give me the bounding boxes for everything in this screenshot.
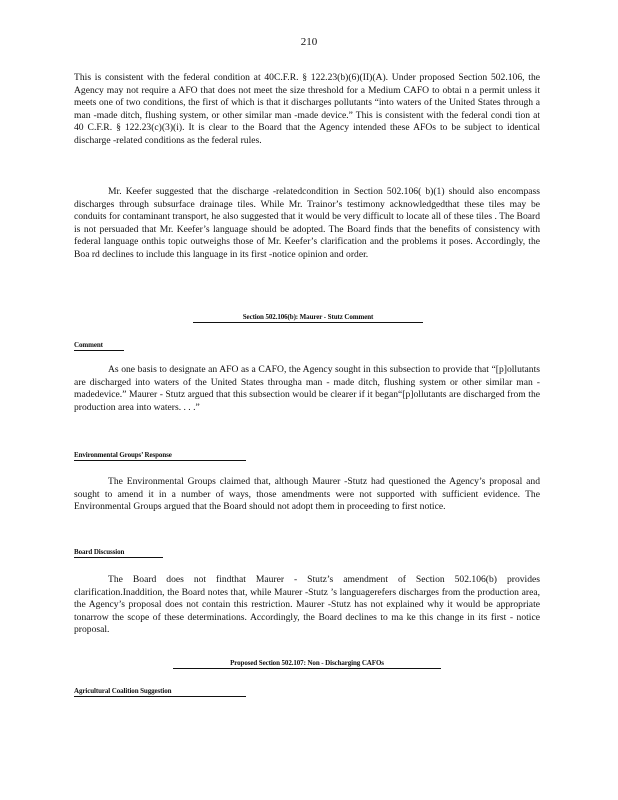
heading-underline bbox=[74, 460, 246, 461]
section-heading-502-107 bbox=[173, 659, 441, 669]
env-groups-heading bbox=[74, 451, 246, 461]
heading-underline bbox=[193, 322, 423, 323]
heading-underline bbox=[74, 696, 246, 697]
heading-underline bbox=[74, 350, 124, 351]
paragraph-federal-condition: This is consistent with the federal condition at 40C.F.R. § 122.23(b)(6)(II)(A). Under proposed Section 502.106, the Agency may not require a AFO that does not meet the size threshold for a Medium CAFO to obtai n a permit unless it meets one of two conditions, the first of which is that it discharges pollutants “into waters of the United States through a man -made ditch, flushing system, or other similar man -made device.” This is consistent with the federal condi tion at 40 C.F.R. § 122.23(c)(3)(i). It is clear to the Board that the Agency intended these AFOs to be subject to identical discharge -related conditions as the federal rules. bbox=[74, 72, 540, 146]
section-heading-502-106b bbox=[193, 313, 423, 323]
board-discussion-heading bbox=[74, 548, 163, 558]
env-groups-heading-label: Environmental Groups’ Response bbox=[74, 451, 172, 459]
paragraph-environmental-groups: The Environmental Groups claimed that, although Maurer -Stutz had questioned the Agency’s proposal and sought to amend it in a number of ways, those amendments were not supported with sufficient evidence. The Environmental Groups argued that the Board should not adopt them in proceeding to first notice. bbox=[74, 476, 540, 513]
ag-coalition-heading bbox=[74, 687, 246, 697]
paragraph-keefer-suggestion: Mr. Keefer suggested that the discharge -relatedcondition in Section 502.106( b)(1) should also encompass discharges through subsurface drainage tiles. While Mr. Trainor’s testimony acknowledgedthat these tiles may be conduits for contaminant transport, he also suggested that it would be very difficult to locate all of these tiles . The Board is not persuaded that Mr. Keefer’s language should be adopted. The Board finds that the benefits of consistency with federal language onthis topic outweighs those of Mr. Keefer’s clarification and the problems it poses. Accordingly, the Boa rd declines to include this language in its first -notice opinion and order. bbox=[74, 186, 540, 260]
comment-heading-label: Comment bbox=[74, 341, 103, 349]
heading-underline bbox=[74, 557, 163, 558]
board-discussion-heading-label: Board Discussion bbox=[74, 548, 125, 556]
section-heading-label: Section 502.106(b): Maurer - Stutz Comment bbox=[242, 313, 374, 321]
comment-heading bbox=[74, 341, 124, 351]
paragraph-agency-basis: As one basis to designate an AFO as a CAFO, the Agency sought in this subsection to provide that “[p]ollutants are discharged into waters of the United States througha man - made ditch, flushing system or other similar man -madedevice.” Maurer - Stutz argued that this subsection would be clearer if it began“[p]ollutants are discharged from the production area into waters. . . .” bbox=[74, 364, 540, 413]
ag-coalition-heading-label: Agricultural Coalition Suggestion bbox=[74, 687, 172, 695]
page-number: 210 bbox=[300, 36, 318, 48]
heading-underline bbox=[173, 668, 441, 669]
section-heading-label: Proposed Section 502.107: Non - Discharging CAFOs bbox=[230, 659, 384, 667]
paragraph-board-discussion: The Board does not findthat Maurer - Stutz’s amendment of Section 502.106(b) provides clarification.Inaddition, the Board notes that, while Maurer -Stutz ’s languagerefers discharges from the production area, the Agency’s proposal does not contain this restriction. Maurer -Stutz has not explained why it would be appropriate tonarrow the scope of these determinations. Accordingly, the Board declines to ma ke this change in its first - notice proposal. bbox=[74, 574, 540, 636]
